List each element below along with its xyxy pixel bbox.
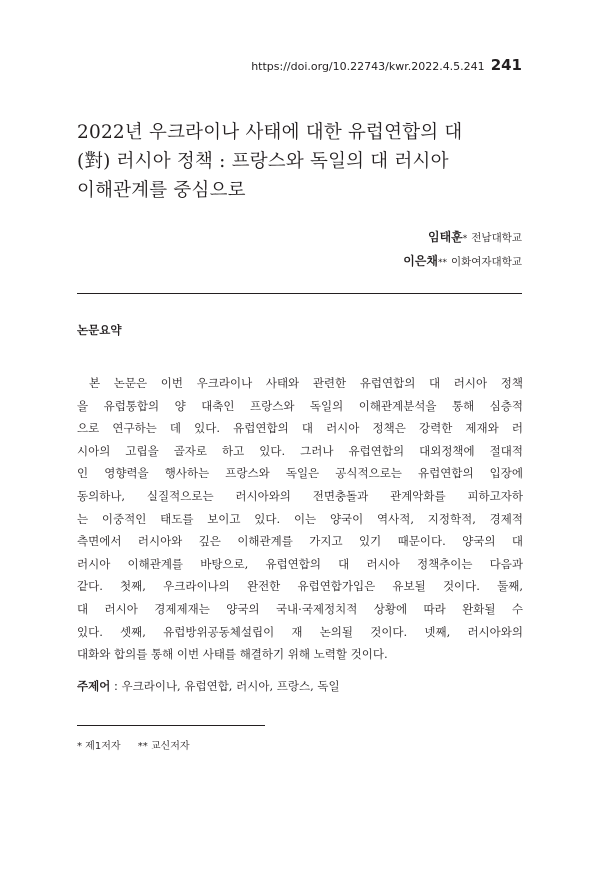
author-affiliation: 이화여자대학교 [450, 256, 522, 268]
title-line: (對) 러시아 정책 : 프랑스와 독일의 대 러시아 [77, 151, 449, 172]
abstract-line: 는 이중적인 태도를 보이고 있다. 이는 양국이 역사적, 지정학적, 경제적 [77, 511, 523, 526]
paper-title [77, 118, 527, 205]
abstract-line: 동의하나, 실질적으로는 러시아와의 전면충돌과 관계악화를 피하고자하 [77, 488, 523, 503]
footnote-corresponding-author: ** 교신저자 [137, 741, 190, 752]
abstract-heading: 논문요약 [77, 323, 122, 337]
footnote-divider [77, 725, 265, 726]
footnote-first-author: * 제1저자 [77, 741, 121, 752]
running-header [251, 56, 522, 74]
keywords-separator: : [110, 679, 122, 693]
abstract-line: 러시아 이해관계를 바탕으로, 유럽연합의 대 러시아 정책추이는 다음과 [77, 556, 523, 571]
keywords-values: 우크라이나, 유럽연합, 러시아, 프랑스, 독일 [121, 679, 340, 693]
doi-link[interactable]: https://doi.org/10.22743/kwr.2022.4.5.241 [251, 60, 485, 73]
abstract-line: 인 영향력을 행사하는 프랑스와 독일은 공식적으로는 유럽연합의 입장에 [77, 466, 523, 481]
title-divider [77, 293, 522, 294]
abstract-line: 있다. 셋째, 유럽방위공동체설립이 재 논의될 것이다. 넷째, 러시아와의 [77, 624, 523, 639]
footnotes [77, 737, 190, 752]
author-name: 이은채 [403, 254, 438, 268]
abstract-line: 으로 연구하는 데 있다. 유럽연합의 대 러시아 정책은 강력한 제재와 러 [77, 421, 523, 436]
keywords-label: 주제어 [77, 679, 111, 693]
abstract-line: 대 러시아 경제제재는 양국의 국내·국제정치적 상황에 따라 완화될 수 [77, 601, 523, 616]
abstract-body [77, 372, 523, 666]
author-name: 임태훈 [428, 230, 463, 244]
abstract-line: 본 논문은 이번 우크라이나 사태와 관련한 유럽연합의 대 러시아 정책 [89, 376, 523, 390]
author-block [403, 226, 522, 274]
author-mark: * [462, 234, 468, 244]
author-affiliation: 전남대학교 [471, 232, 522, 244]
abstract-line: 시아의 고립을 골자로 하고 있다. 그러나 유럽연합의 대외정책에 절대적 [77, 443, 523, 458]
abstract-line: 을 유럽통합의 양 대축인 프랑스와 독일의 이해관계분석을 통해 심층적 [77, 398, 523, 413]
author-mark: ** [437, 258, 447, 268]
abstract-line: 같다. 첫째, 우크라이나의 완전한 유럽연합가입은 유보될 것이다. 둘째, [77, 579, 523, 594]
keywords-row [77, 678, 340, 694]
title-line: 이해관계를 중심으로 [77, 180, 246, 201]
abstract-line: 측면에서 러시아와 깊은 이해관계를 가지고 있기 때문이다. 양국의 대 [77, 534, 523, 549]
author-second [403, 250, 522, 274]
title-line: 2022년 우크라이나 사태에 대한 유럽연합의 대 [77, 122, 463, 143]
page-number: 241 [490, 56, 522, 74]
abstract-line: 대화와 합의를 통해 이번 사태를 해결하기 위해 노력할 것이다. [77, 647, 388, 662]
author-first [403, 226, 522, 250]
